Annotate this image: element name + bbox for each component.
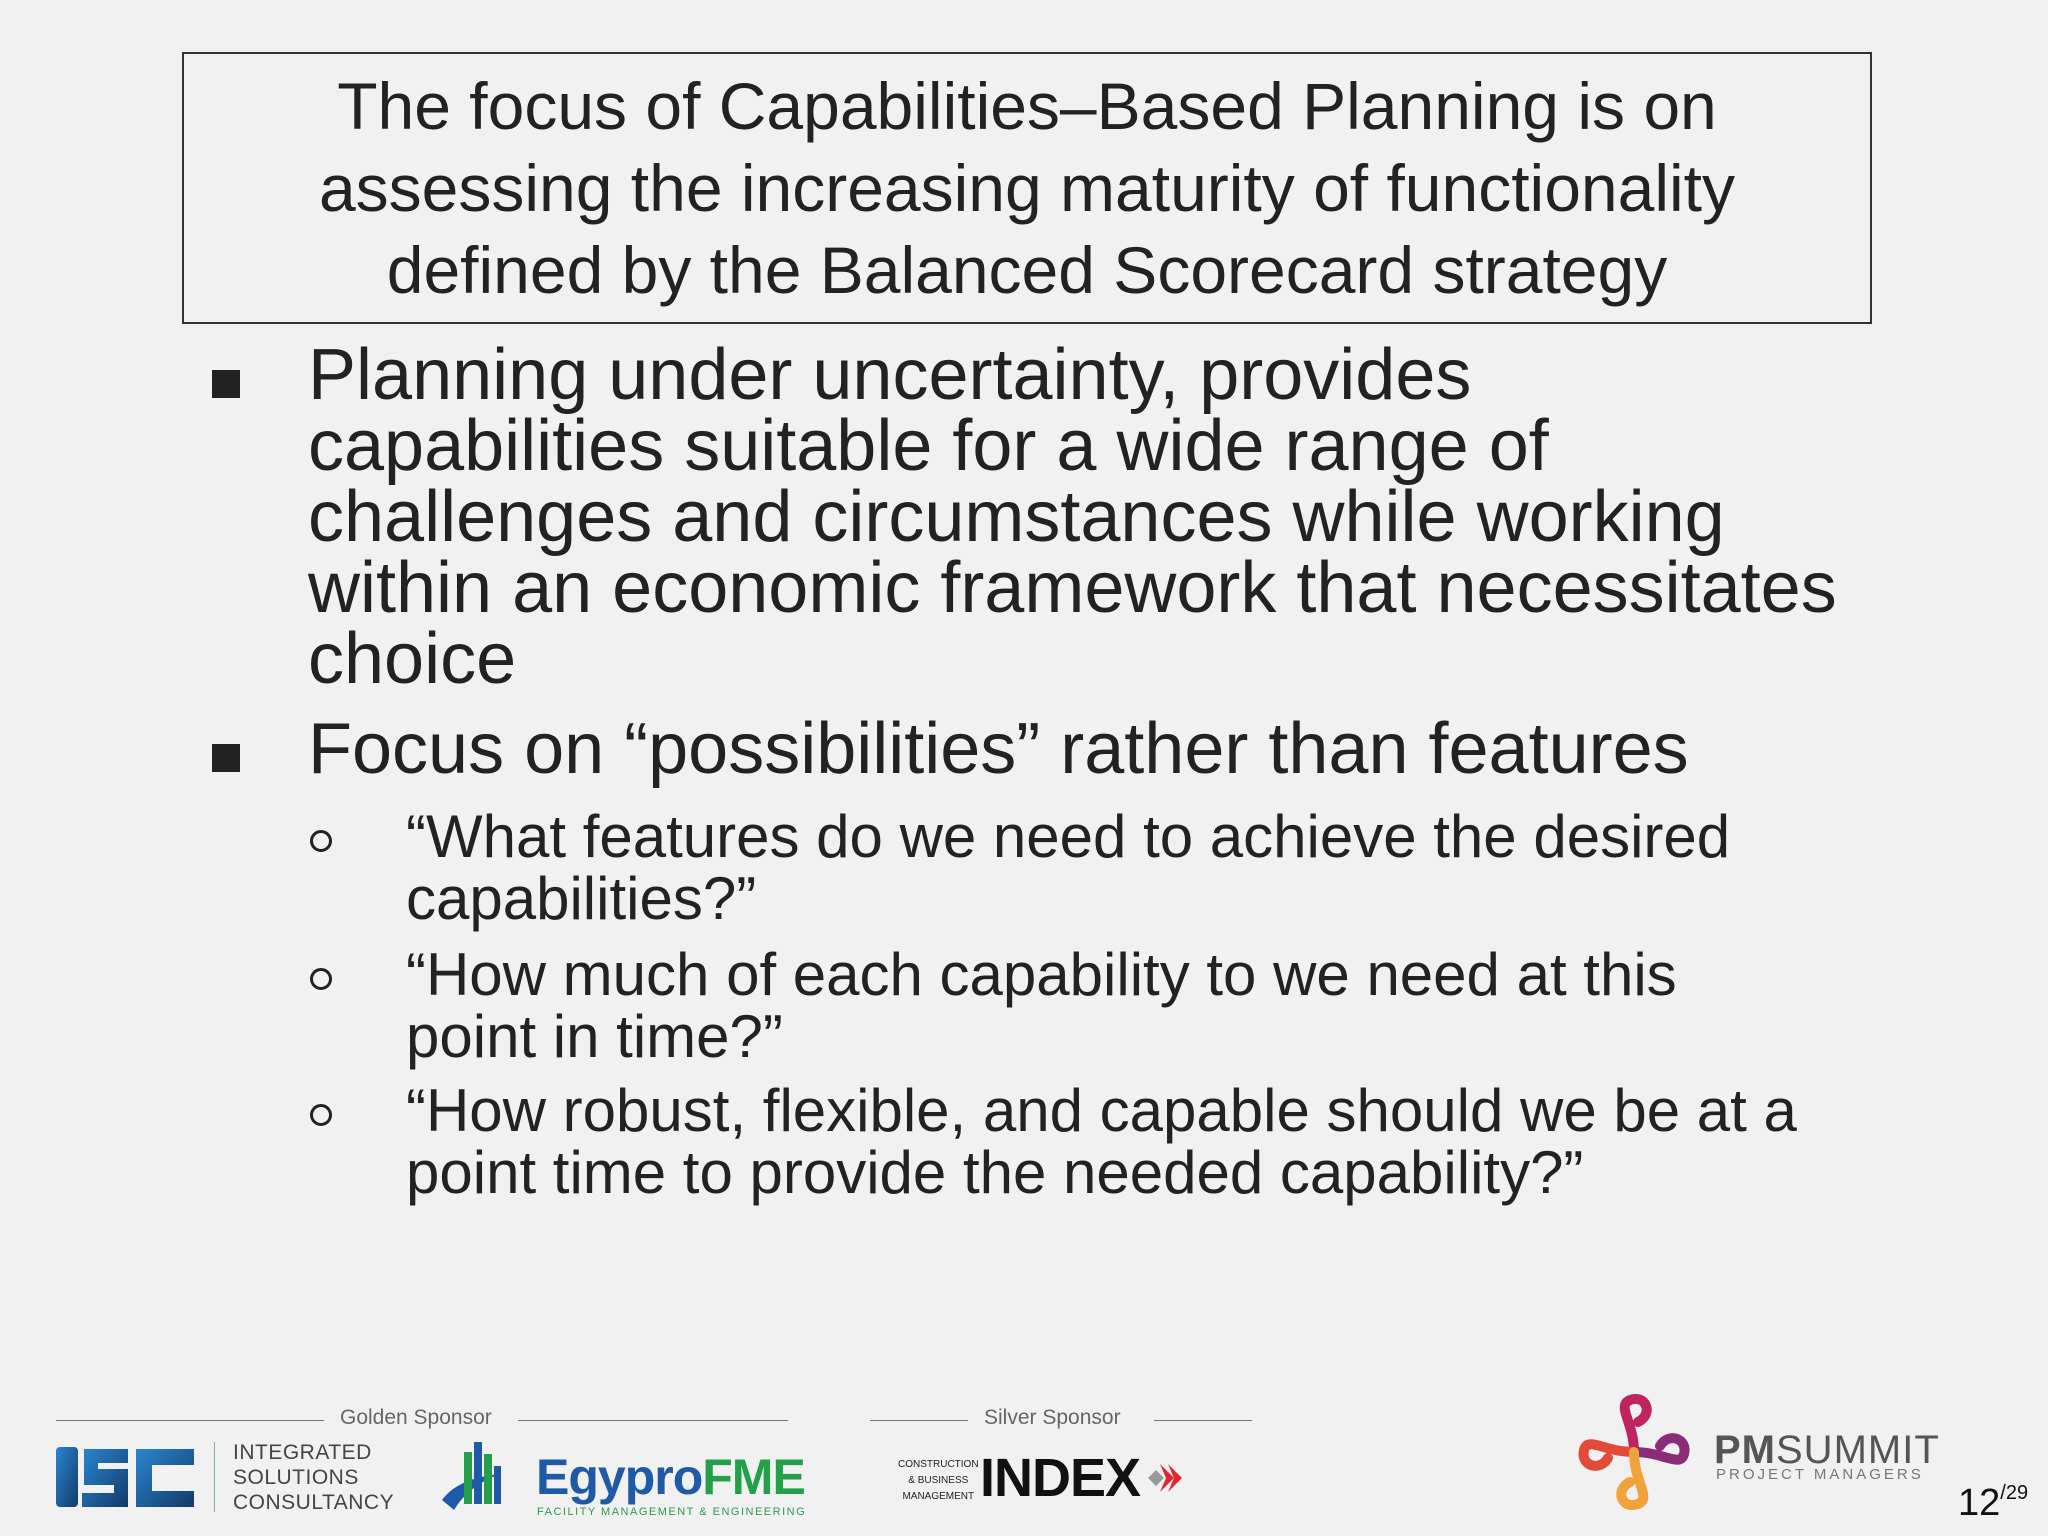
golden-sponsor-label: Golden Sponsor [340,1406,492,1429]
circle-bullet-icon [310,830,332,852]
egypro-name-accent: FME [702,1449,805,1505]
isc-wordmark [233,1440,394,1515]
silver-sponsor-label: Silver Sponsor [984,1406,1121,1429]
index-wordmark: INDEX [980,1448,1141,1508]
page-total: /29 [2000,1482,2029,1504]
square-bullet-icon [212,370,240,398]
isc-line: CONSULTANCY [233,1491,395,1514]
egypro-name-main: Egypro [536,1449,703,1505]
sub-bullet-item: “What features do we need to achieve the desired capabilities?” [406,803,1731,932]
index-small-text: CONSTRUCTION & BUSINESS MANAGEMENT [898,1459,979,1502]
sponsor-divider [870,1420,968,1421]
pmsummit-name-rest: SUMMIT [1776,1428,1940,1472]
pmsummit-flower-icon [1576,1392,1692,1514]
sponsor-divider [1154,1420,1252,1421]
egypro-building-icon [438,1438,514,1516]
slide-title: The focus of Capabilities–Based Planning is on assessing the increasing maturity of functionality defined by the Balanced Scorecard strategy [182,52,1872,324]
isc-divider [214,1442,215,1512]
egypro-tagline: FACILITY MANAGEMENT & ENGINEERING [537,1506,807,1518]
isc-logo-icon [56,1443,198,1511]
sub-bullet-item: “How much of each capability to we need at this point in time?” [406,941,1677,1070]
circle-bullet-icon [310,968,332,990]
pmsummit-tagline: PROJECT MANAGERS [1716,1466,1924,1483]
square-bullet-icon [212,744,240,772]
circle-bullet-icon [310,1104,332,1126]
sub-bullet-item: “How robust, flexible, and capable should we be at a point time to provide the needed capability?” [406,1077,1797,1206]
index-arrows-icon [1146,1458,1186,1498]
pmsummit-name-bold: PM [1714,1428,1776,1472]
bullet-item: Planning under uncertainty, provides capabilities suitable for a wide range of challenges and circumstances while working within an economic framework that necessitates choice [308,335,1837,699]
page-current: 12 [1958,1482,2001,1524]
sponsor-divider [518,1420,788,1421]
egypro-wordmark [536,1448,805,1506]
isc-line: SOLUTIONS [233,1466,359,1489]
sponsor-divider [56,1420,324,1421]
bullet-item: Focus on “possibilities” rather than features [308,709,1689,789]
isc-line: INTEGRATED [233,1441,372,1464]
page-number [1958,1482,2028,1525]
